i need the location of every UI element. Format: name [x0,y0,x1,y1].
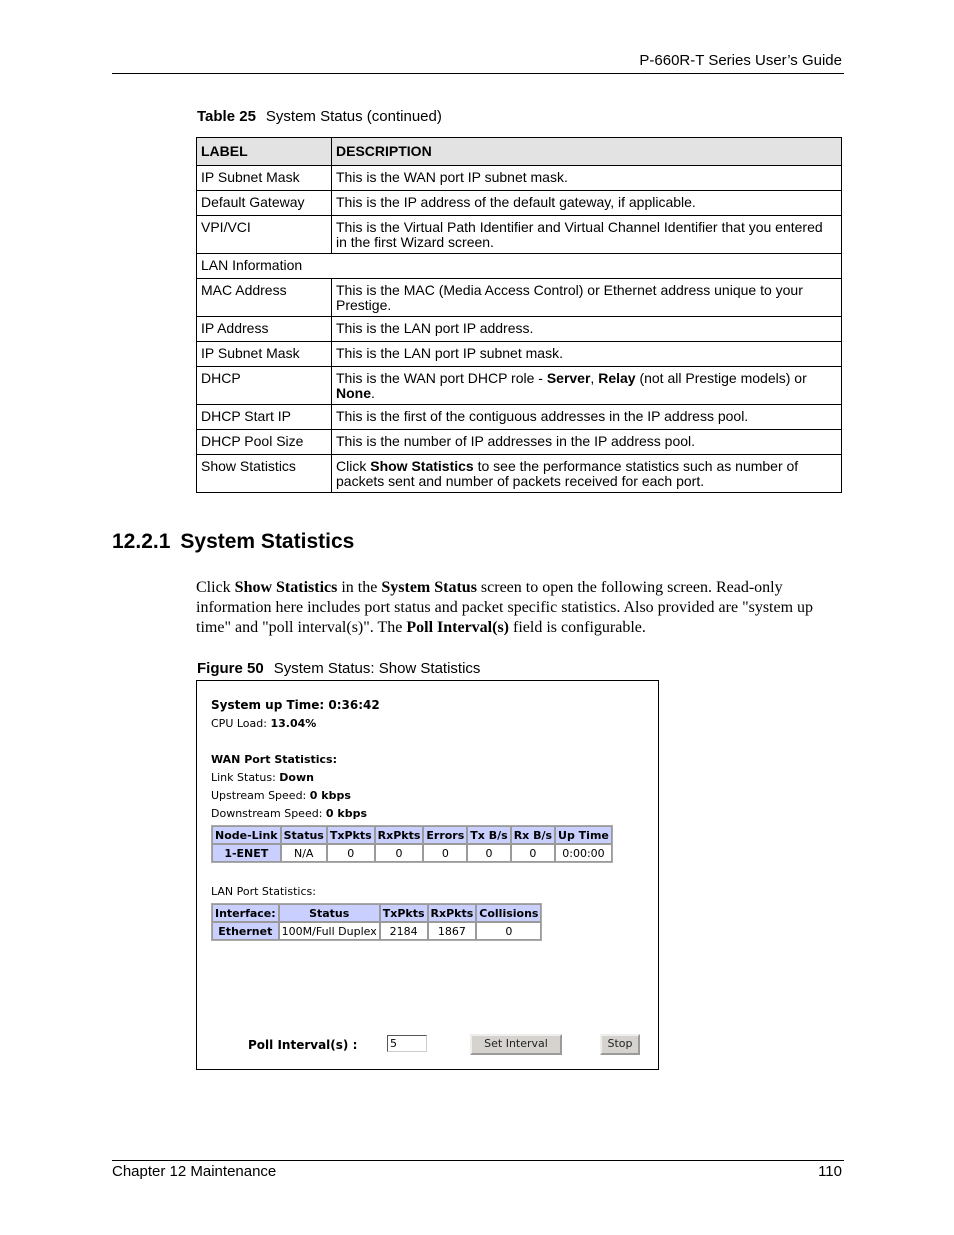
cpu-load [211,717,316,730]
figure-caption [197,660,480,677]
row-label: DHCP [197,367,332,405]
row-label: DHCP Pool Size [197,430,332,455]
column-header: Rx B/s [511,826,555,844]
row-label: IP Address [197,317,332,342]
running-header: P-660R-T Series User’s Guide [639,52,842,69]
row-description: This is the WAN port IP subnet mask. [332,166,842,191]
desc-bold: Relay [598,370,636,386]
upstream-speed [211,789,351,802]
table-number: Table 25 [197,108,256,125]
table-header-row [212,904,541,922]
desc-text: This is the WAN port DHCP role - [336,370,547,386]
table-cell: 0 [467,844,510,862]
cpu-label: CPU Load: [211,717,271,730]
row-label: VPI/VCI [197,216,332,254]
table-row [197,367,842,405]
downstream-speed [211,807,367,820]
statistics-screenshot [196,680,659,1070]
table-cell: 100M/Full Duplex [279,922,380,940]
row-label: MAC Address [197,279,332,317]
row-label: DHCP Start IP [197,405,332,430]
table-row [197,317,842,342]
uptime-value: 0:36:42 [328,698,380,712]
table-row [197,455,842,493]
table-row [197,166,842,191]
column-header: Collisions [476,904,541,922]
table-cell: 0 [375,844,424,862]
table-cell: N/A [281,844,327,862]
column-header: RxPkts [375,826,424,844]
para-text: field is configurable. [509,619,646,636]
section-number: 12.2.1 [112,530,171,553]
desc-bold: None [336,385,371,401]
column-header: Interface: [212,904,279,922]
table-cell: 2184 [380,922,428,940]
table-caption-text: System Status (continued) [265,108,442,125]
description-column-header: DESCRIPTION [332,138,842,166]
upstream-value: 0 kbps [309,789,351,802]
system-status-table [196,137,842,493]
table-cell: 0 [476,922,541,940]
row-description: This is the Virtual Path Identifier and Virtual Channel Identifier that you entered in the first Wizard screen. [332,216,842,254]
page-number: 110 [818,1163,842,1180]
row-description [332,455,842,493]
column-header: Errors [423,826,467,844]
desc-text: (not all Prestige models) or [635,370,807,386]
wan-port-table [211,825,613,863]
row-description: This is the IP address of the default gateway, if applicable. [332,191,842,216]
upstream-label: Upstream Speed: [211,789,310,802]
row-label: IP Subnet Mask [197,342,332,367]
column-header: Node-Link [212,826,281,844]
lan-port-table [211,903,542,941]
lan-statistics-title: LAN Port Statistics: [211,885,316,898]
row-label: IP Subnet Mask [197,166,332,191]
column-header: TxPkts [380,904,428,922]
para-text: screen to open the following screen. Read-only information here includes port status and packet specific statistics. Also provided are "system up time" and "poll interval(s)". The [196,579,814,636]
table-row [197,405,842,430]
link-label: Link Status: [211,771,280,784]
desc-text: to see the performance statistics such as number of packets sent and number of packets received for each port. [336,458,799,489]
row-label: Default Gateway [197,191,332,216]
column-header: Status [281,826,327,844]
footer-rule [112,1160,844,1161]
row-description: This is the LAN port IP address. [332,317,842,342]
table-section-row [197,254,842,279]
desc-text: , [590,370,599,386]
link-value: Down [279,771,314,784]
row-description [332,367,842,405]
table-cell: 1-ENET [212,844,281,862]
downstream-label: Downstream Speed: [211,807,326,820]
figure-number: Figure 50 [197,660,264,677]
body-paragraph [196,578,842,638]
row-description: This is the number of IP addresses in the IP address pool. [332,430,842,455]
table-cell: 0:00:00 [555,844,612,862]
table-cell: 0 [327,844,375,862]
para-bold: Show Statistics [234,579,338,596]
table-row [212,922,541,940]
row-description: This is the MAC (Media Access Control) or Ethernet address unique to your Prestige. [332,279,842,317]
desc-text: . [371,385,375,401]
system-uptime [211,698,380,712]
table-header-row [212,826,612,844]
table-header-row [197,138,842,166]
stop-button[interactable]: Stop [600,1034,640,1055]
column-header: TxPkts [327,826,375,844]
set-interval-button[interactable]: Set Interval [470,1034,562,1055]
table-caption [197,108,442,125]
column-header: Tx B/s [467,826,510,844]
downstream-value: 0 kbps [325,807,368,820]
para-text: Click [196,579,235,596]
table-row [212,844,612,862]
row-description: This is the LAN port IP subnet mask. [332,342,842,367]
wan-statistics-title: WAN Port Statistics: [211,753,337,766]
poll-interval-input[interactable] [387,1035,427,1052]
desc-bold: Server [546,370,591,386]
figure-caption-text: System Status: Show Statistics [273,660,481,677]
para-text: in the [337,579,382,596]
para-bold: System Status [381,579,477,596]
cpu-value: 13.04% [270,717,317,730]
table-cell: 0 [511,844,555,862]
table-row [197,430,842,455]
poll-interval-label: Poll Interval(s) : [248,1038,358,1052]
table-cell: Ethernet [212,922,279,940]
desc-text: Click [336,458,371,474]
table-row [197,342,842,367]
desc-bold: Show Statistics [370,458,474,474]
column-header: Up Time [555,826,612,844]
row-label: Show Statistics [197,455,332,493]
table-row [197,279,842,317]
label-column-header: LABEL [197,138,332,166]
table-cell: 1867 [428,922,477,940]
footer-chapter: Chapter 12 Maintenance [112,1163,277,1180]
table-row [197,216,842,254]
link-status [211,771,314,784]
uptime-label: System up Time: [211,698,329,712]
header-rule [112,73,844,74]
column-header: RxPkts [428,904,477,922]
table-row [197,191,842,216]
row-description: This is the first of the contiguous addresses in the IP address pool. [332,405,842,430]
section-heading [112,530,354,554]
section-title: System Statistics [180,530,355,553]
column-header: Status [279,904,380,922]
para-bold: Poll Interval(s) [406,619,510,636]
lan-information-heading: LAN Information [197,254,842,279]
table-cell: 0 [423,844,467,862]
